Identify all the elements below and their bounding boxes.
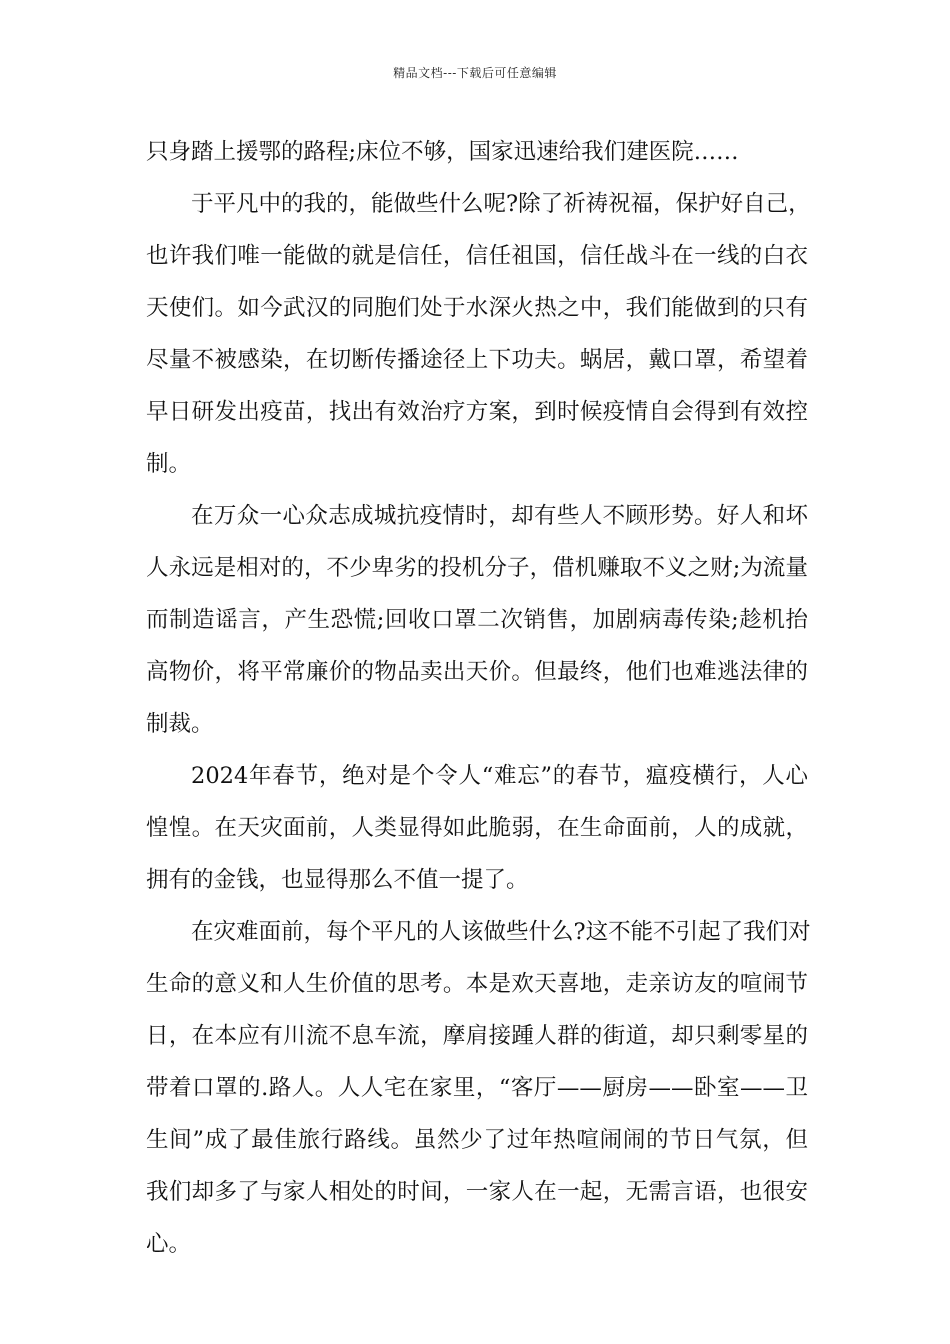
paragraph-line: 早日研发出疫苗，找出有效治疗方案，到时候疫情自会得到有效控 xyxy=(146,399,808,425)
paragraph-line: 尽量不被感染，在切断传播途径上下功夫。蜗居，戴口罩，希望着 xyxy=(146,347,808,373)
paragraph-line: 生命的意义和人生价值的思考。本是欢天喜地，走亲访友的喧闹节 xyxy=(146,971,808,997)
paragraph-line: 日，在本应有川流不息车流，摩肩接踵人群的街道，却只剩零星的 xyxy=(146,1023,808,1049)
paragraph-line: 拥有的金钱，也显得那么不值一提了。 xyxy=(146,867,529,893)
document-body xyxy=(146,126,811,1270)
paragraph-line: 我们却多了与家人相处的时间，一家人在一起，无需言语，也很安 xyxy=(146,1179,808,1205)
paragraph-line: 制。 xyxy=(146,451,192,477)
paragraph-line: 也许我们唯一能做的就是信任，信任祖国，信任战斗在一线的白衣 xyxy=(146,243,808,269)
paragraph-line: 制裁。 xyxy=(146,711,214,737)
paragraph-line: 高物价，将平常廉价的物品卖出天价。但最终，他们也难逃法律的 xyxy=(146,659,808,685)
paragraph-line: 2024年春节，绝对是个令人“难忘”的春节，瘟疫横行，人心 xyxy=(191,763,808,789)
paragraph-line: 带着口罩的.路人。人人宅在家里，“客厅——厨房——卧室——卫 xyxy=(146,1075,808,1101)
paragraph-line: 惶惶。在天灾面前，人类显得如此脆弱，在生命面前，人的成就， xyxy=(146,815,808,841)
paragraph-line: 天使们。如今武汉的同胞们处于水深火热之中，我们能做到的只有 xyxy=(146,295,808,321)
paragraph-line: 心。 xyxy=(146,1231,192,1257)
paragraph-line: 生间”成了最佳旅行路线。虽然少了过年热喧闹闹的节日气氛，但 xyxy=(146,1127,808,1153)
paragraph-line: 于平凡中的我的，能做些什么呢?除了祈祷祝福，保护好自己， xyxy=(191,191,811,217)
page-header: 精品文档---下载后可任意编辑 xyxy=(393,66,557,80)
paragraph-line: 而制造谣言，产生恐慌;回收口罩二次销售，加剧病毒传染;趁机抬 xyxy=(146,607,808,633)
paragraph-line: 人永远是相对的，不少卑劣的投机分子，借机赚取不义之财;为流量 xyxy=(146,555,808,581)
paragraph-line: 在灾难面前，每个平凡的人该做些什么?这不能不引起了我们对 xyxy=(191,919,811,945)
paragraph-line: 只身踏上援鄂的路程;床位不够，国家迅速给我们建医院…… xyxy=(146,139,739,165)
paragraph-line: 在万众一心众志成城抗疫情时，却有些人不顾形势。好人和坏 xyxy=(191,503,808,529)
